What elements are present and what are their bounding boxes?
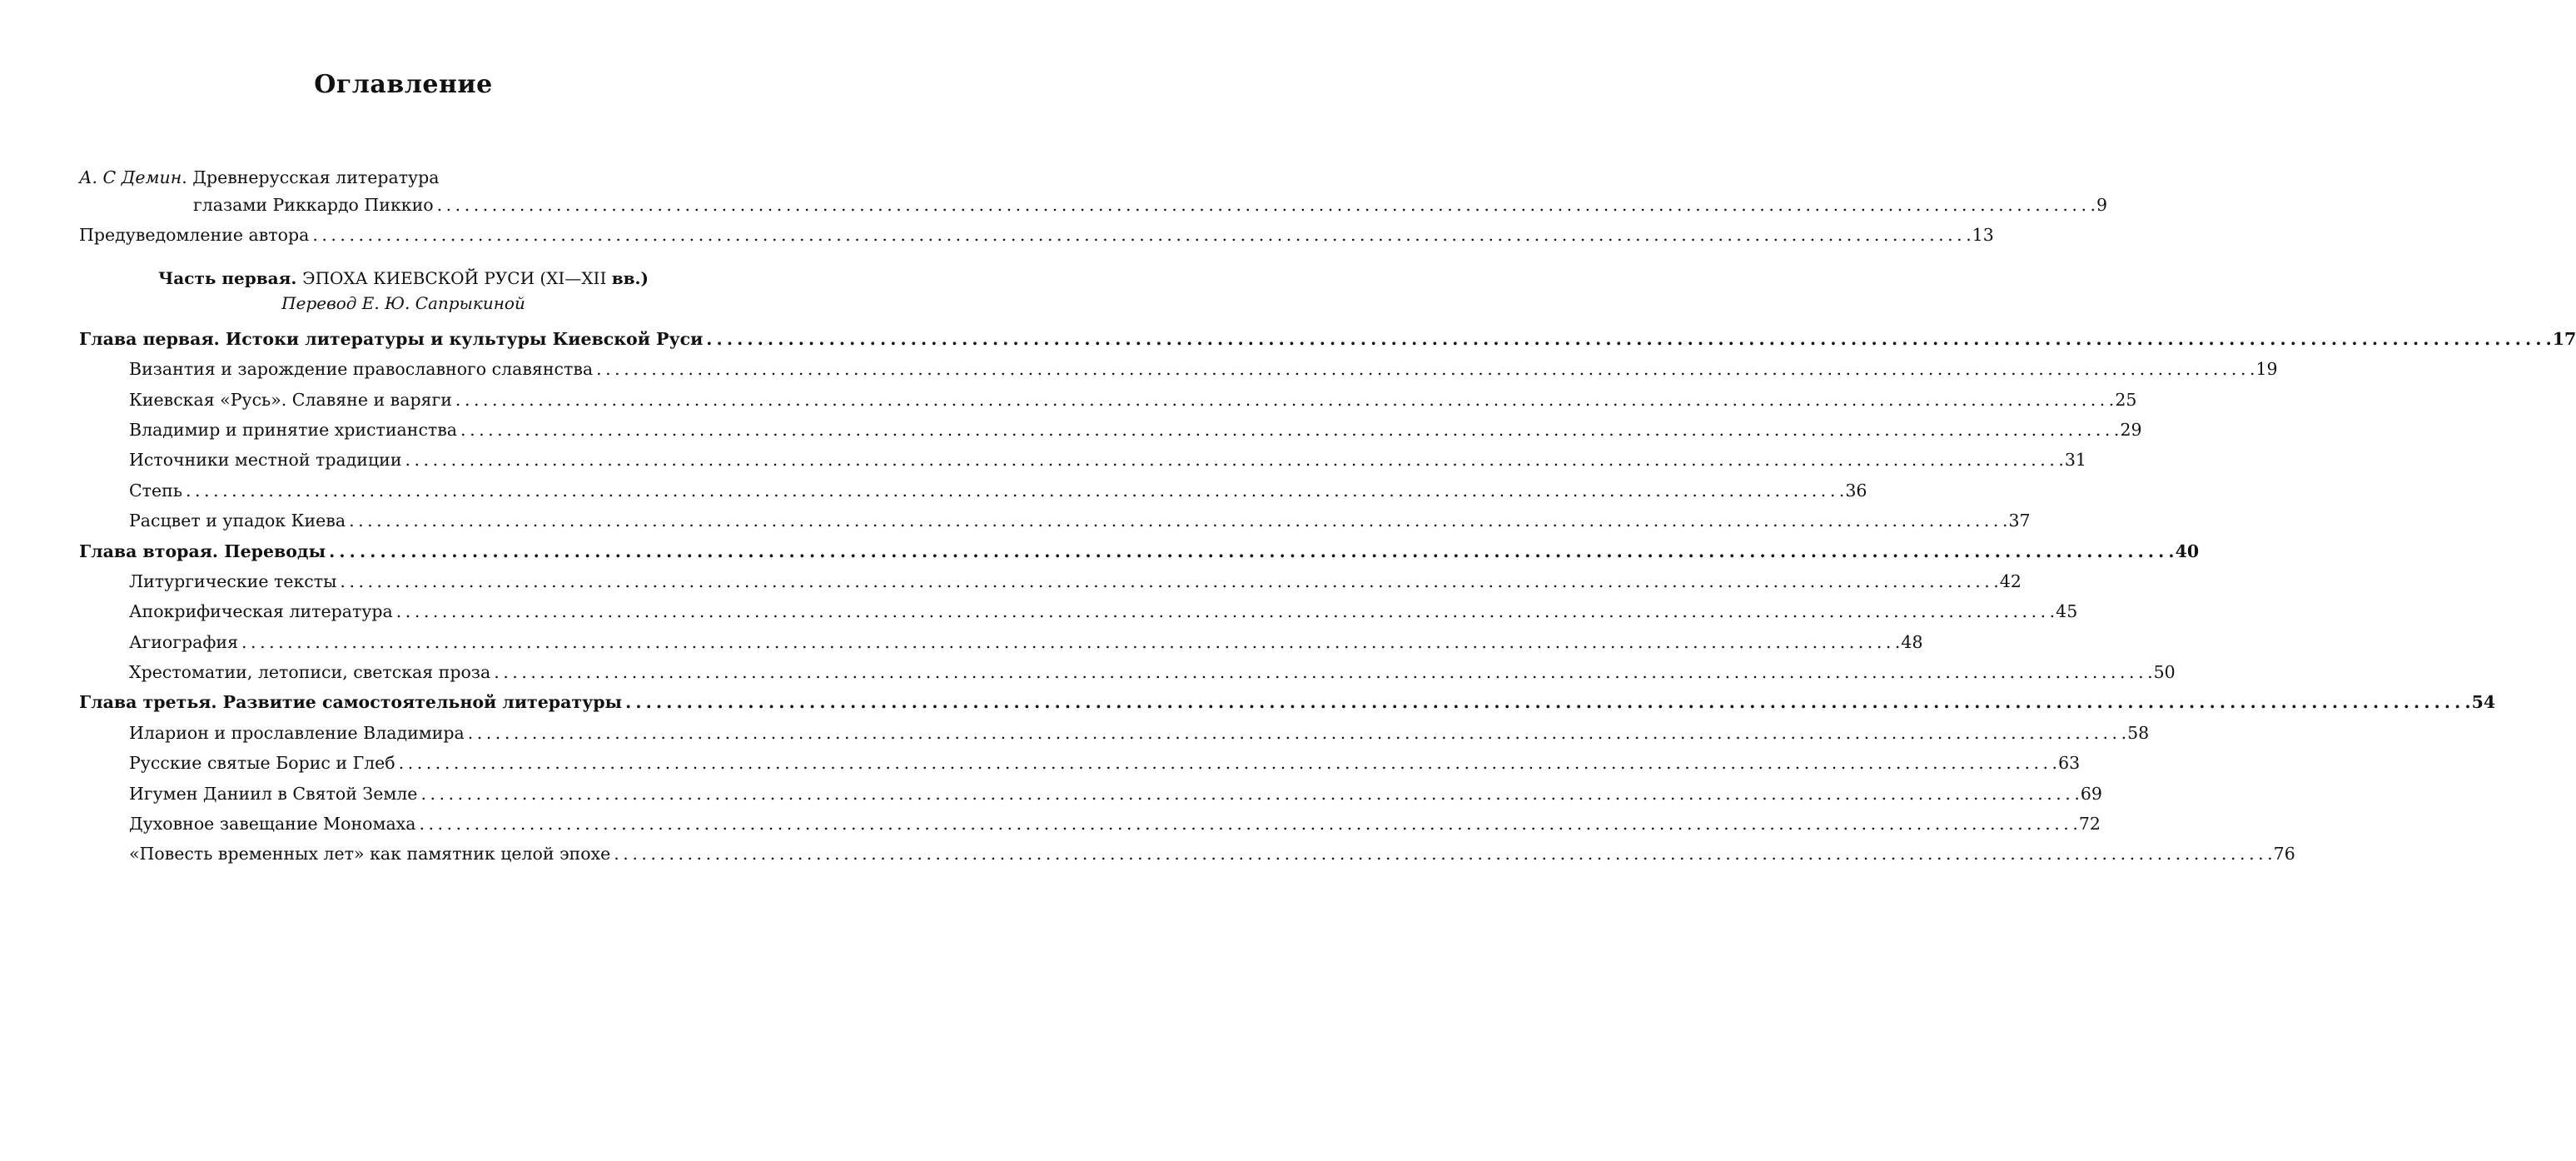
intro-entry[interactable] <box>79 190 2108 220</box>
page-number: 76 <box>2273 844 2295 865</box>
page-number: 72 <box>2078 814 2101 835</box>
page-number: 25 <box>2115 389 2137 410</box>
part-main-title: ЭПОХА КИЕВСКОЙ РУСИ (XI—XII <box>302 267 612 288</box>
dot-leader <box>625 687 2469 717</box>
section-title: Владимир и принятие христианства <box>129 419 458 440</box>
section-title: «Повесть временных лет» как памятник целой эпохе <box>129 844 611 865</box>
page-number: 45 <box>2056 601 2078 622</box>
dot-leader <box>396 596 2054 626</box>
dot-leader <box>419 809 2076 839</box>
dot-leader <box>186 476 1843 506</box>
page-number: 54 <box>2471 692 2496 713</box>
section-title: Иларион и прославление Владимира <box>129 722 465 743</box>
page-number: 13 <box>1972 225 1994 246</box>
page-number: 31 <box>2064 450 2086 471</box>
preface-title: Предуведомление автора <box>79 225 310 246</box>
page-number: 19 <box>2255 359 2278 380</box>
section-entry[interactable] <box>79 718 2150 748</box>
page-number: 9 <box>2096 195 2108 215</box>
section-entry[interactable] <box>79 839 2295 869</box>
intro-title-line2: глазами Риккардо Пиккио <box>193 195 434 215</box>
page-number: 29 <box>2120 419 2142 440</box>
part-suffix: вв.) <box>611 267 649 288</box>
section-title: Степь <box>129 480 182 501</box>
section-title: Игумен Даниил в Святой Земле <box>129 783 418 804</box>
section-entry[interactable] <box>79 354 2278 384</box>
intro-author: А. С Демин <box>79 167 182 187</box>
page-number: 40 <box>2175 541 2200 561</box>
section-entry[interactable] <box>79 809 2101 839</box>
dot-leader <box>340 566 1997 596</box>
section-title: Агиография <box>129 631 238 652</box>
page-number: 17 <box>2552 328 2576 349</box>
section-title: Киевская «Русь». Славяне и варяги <box>129 389 452 410</box>
dot-leader <box>468 718 2126 748</box>
section-title: Источники местной традиции <box>129 450 402 471</box>
section-entry[interactable] <box>79 415 2142 445</box>
dot-leader <box>420 779 2078 809</box>
section-entry[interactable] <box>79 657 2176 687</box>
section-entry[interactable] <box>79 476 1867 506</box>
dot-leader <box>494 657 2151 687</box>
chapter-entry[interactable] <box>79 324 2576 354</box>
page-title: Оглавление <box>314 70 493 99</box>
page-number: 37 <box>2008 511 2031 531</box>
page-number: 42 <box>1999 571 2022 591</box>
part-prefix: Часть первая. <box>158 267 303 288</box>
section-title: Византия и зарождение православного славянства <box>129 359 594 380</box>
chapter-entry[interactable] <box>79 536 2200 566</box>
dot-leader <box>437 190 2095 220</box>
dot-leader <box>241 627 1899 657</box>
section-title: Апокрифическая литература <box>129 601 393 622</box>
section-entry[interactable] <box>79 445 2086 475</box>
section-entry[interactable] <box>79 779 2102 809</box>
page-number: 48 <box>1901 631 1923 652</box>
section-entry[interactable] <box>79 748 2081 778</box>
section-entry[interactable] <box>79 566 2022 596</box>
chapter-title: Глава первая. Истоки литературы и культуры Киевской Руси <box>79 328 704 349</box>
section-entry[interactable] <box>79 627 1923 657</box>
dot-leader <box>312 220 1970 250</box>
chapter-list <box>79 324 2576 870</box>
section-title: Литургические тексты <box>129 571 337 591</box>
page-number: 50 <box>2153 662 2176 683</box>
section-entry[interactable] <box>79 506 2031 536</box>
page-number: 63 <box>2058 753 2081 774</box>
preface-entry[interactable] <box>79 220 1994 250</box>
chapter-title: Глава вторая. Переводы <box>79 541 326 561</box>
section-entry[interactable] <box>79 385 2137 415</box>
page-number: 58 <box>2127 722 2150 743</box>
page-number: 69 <box>2080 783 2102 804</box>
part-translator: Перевод Е. Ю. Сапрыкиной <box>281 292 525 313</box>
dot-leader <box>405 445 2062 475</box>
chapter-title: Глава третья. Развитие самостоятельной литературы <box>79 692 623 713</box>
section-title: Расцвет и упадок Киева <box>129 511 346 531</box>
intro-title-line1: . Древнерусская литература <box>182 167 440 187</box>
section-title: Русские святые Борис и Глеб <box>129 753 395 774</box>
dot-leader <box>460 415 2118 445</box>
table-of-contents <box>79 165 2576 870</box>
section-title: Хрестоматии, летописи, светская проза <box>129 662 491 683</box>
dot-leader <box>614 839 2271 869</box>
dot-leader <box>349 506 2007 536</box>
dot-leader <box>399 748 2056 778</box>
section-title: Духовное завещание Мономаха <box>129 814 416 835</box>
section-entry[interactable] <box>79 596 2078 626</box>
part-heading <box>79 266 728 291</box>
intro-entry-line1 <box>79 165 728 190</box>
chapter-entry[interactable] <box>79 687 2496 717</box>
dot-leader <box>706 324 2550 354</box>
dot-leader <box>455 385 2113 415</box>
page-number: 36 <box>1845 480 1867 501</box>
dot-leader <box>596 354 2254 384</box>
dot-leader <box>329 536 2173 566</box>
